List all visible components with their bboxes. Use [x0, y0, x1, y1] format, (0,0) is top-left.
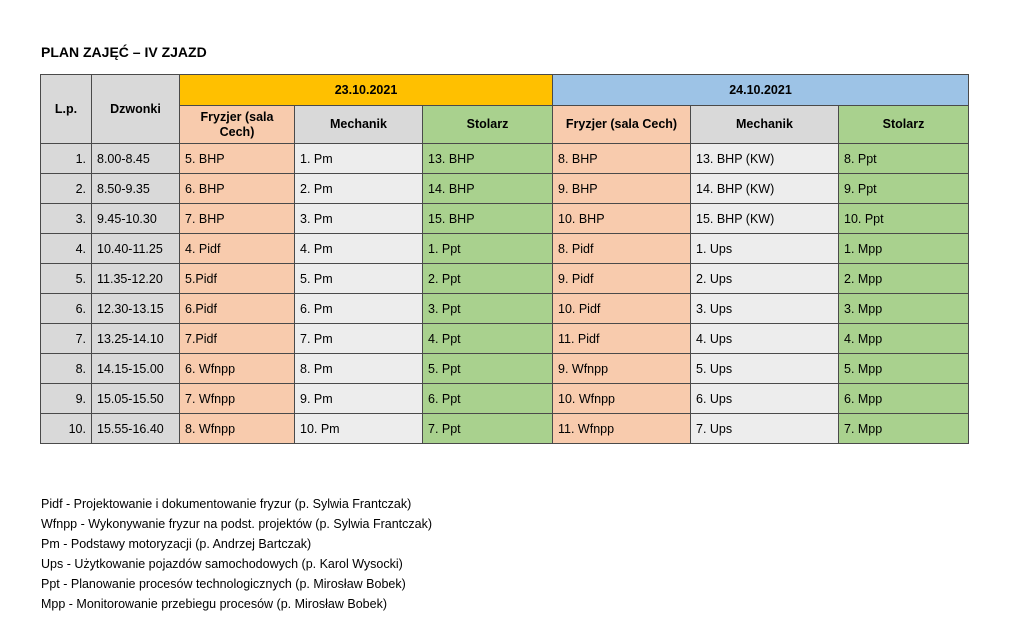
cell-day1-mechanik: 3. Pm	[295, 204, 423, 234]
cell-day2-mechanik: 15. BHP (KW)	[691, 204, 839, 234]
cell-time: 8.50-9.35	[92, 174, 180, 204]
cell-lp: 4.	[41, 234, 92, 264]
table-row	[41, 324, 969, 354]
cell-day2-fryzjer: 10. Wfnpp	[553, 384, 691, 414]
cell-day1-stolarz: 7. Ppt	[423, 414, 553, 444]
cell-time: 15.05-15.50	[92, 384, 180, 414]
cell-day2-mechanik: 4. Ups	[691, 324, 839, 354]
cell-day1-mechanik: 1. Pm	[295, 144, 423, 174]
cell-day2-stolarz: 2. Mpp	[839, 264, 969, 294]
cell-day2-mechanik: 7. Ups	[691, 414, 839, 444]
cell-day2-fryzjer: 8. BHP	[553, 144, 691, 174]
header-dzwonki: Dzwonki	[92, 75, 180, 144]
cell-day1-mechanik: 5. Pm	[295, 264, 423, 294]
table-row	[41, 174, 969, 204]
cell-day2-stolarz: 7. Mpp	[839, 414, 969, 444]
header-group-stolarz-1: Stolarz	[423, 106, 553, 144]
table-row	[41, 354, 969, 384]
cell-time: 12.30-13.15	[92, 294, 180, 324]
cell-day2-mechanik: 5. Ups	[691, 354, 839, 384]
cell-day1-fryzjer: 6. BHP	[180, 174, 295, 204]
cell-day1-stolarz: 15. BHP	[423, 204, 553, 234]
table-row	[41, 234, 969, 264]
header-group-mechanik-1: Mechanik	[295, 106, 423, 144]
cell-day2-fryzjer: 9. Wfnpp	[553, 354, 691, 384]
cell-time: 9.45-10.30	[92, 204, 180, 234]
table-row	[41, 264, 969, 294]
cell-lp: 5.	[41, 264, 92, 294]
cell-day2-fryzjer: 9. BHP	[553, 174, 691, 204]
header-date-1: 23.10.2021	[180, 75, 553, 106]
cell-lp: 10.	[41, 414, 92, 444]
cell-day1-fryzjer: 7. BHP	[180, 204, 295, 234]
header-group-fryzjer-1: Fryzjer (sala Cech)	[180, 106, 295, 144]
cell-lp: 9.	[41, 384, 92, 414]
cell-time: 13.25-14.10	[92, 324, 180, 354]
table-row	[41, 294, 969, 324]
legend-item: Pm - Podstawy motoryzacji (p. Andrzej Bartczak)	[41, 537, 312, 551]
cell-day1-fryzjer: 7. Wfnpp	[180, 384, 295, 414]
cell-day1-stolarz: 14. BHP	[423, 174, 553, 204]
cell-day2-mechanik: 14. BHP (KW)	[691, 174, 839, 204]
cell-day1-fryzjer: 5.Pidf	[180, 264, 295, 294]
cell-day2-stolarz: 9. Ppt	[839, 174, 969, 204]
table-row	[41, 414, 969, 444]
cell-lp: 7.	[41, 324, 92, 354]
cell-day2-stolarz: 5. Mpp	[839, 354, 969, 384]
legend-item: Ups - Użytkowanie pojazdów samochodowych (p. Karol Wysocki)	[41, 557, 403, 571]
header-group-mechanik-2: Mechanik	[691, 106, 839, 144]
page-title: PLAN ZAJĘĆ – IV ZJAZD	[41, 44, 207, 60]
header-date-2: 24.10.2021	[553, 75, 969, 106]
cell-lp: 6.	[41, 294, 92, 324]
cell-day2-stolarz: 10. Ppt	[839, 204, 969, 234]
cell-day1-stolarz: 5. Ppt	[423, 354, 553, 384]
cell-lp: 2.	[41, 174, 92, 204]
legend-item: Ppt - Planowanie procesów technologicznych (p. Mirosław Bobek)	[41, 577, 406, 591]
cell-day2-fryzjer: 9. Pidf	[553, 264, 691, 294]
cell-day1-stolarz: 1. Ppt	[423, 234, 553, 264]
cell-day1-mechanik: 7. Pm	[295, 324, 423, 354]
cell-day2-mechanik: 13. BHP (KW)	[691, 144, 839, 174]
legend	[41, 494, 432, 614]
cell-time: 10.40-11.25	[92, 234, 180, 264]
table-row	[41, 384, 969, 414]
cell-day1-stolarz: 6. Ppt	[423, 384, 553, 414]
cell-day1-mechanik: 10. Pm	[295, 414, 423, 444]
legend-item: Wfnpp - Wykonywanie fryzur na podst. projektów (p. Sylwia Frantczak)	[41, 517, 432, 531]
cell-day1-stolarz: 13. BHP	[423, 144, 553, 174]
cell-day1-mechanik: 4. Pm	[295, 234, 423, 264]
cell-day1-mechanik: 2. Pm	[295, 174, 423, 204]
cell-day2-fryzjer: 10. Pidf	[553, 294, 691, 324]
cell-day2-fryzjer: 8. Pidf	[553, 234, 691, 264]
header-group-stolarz-2: Stolarz	[839, 106, 969, 144]
header-lp: L.p.	[41, 75, 92, 144]
cell-day1-stolarz: 2. Ppt	[423, 264, 553, 294]
cell-day1-fryzjer: 5. BHP	[180, 144, 295, 174]
cell-day1-stolarz: 3. Ppt	[423, 294, 553, 324]
cell-day1-mechanik: 9. Pm	[295, 384, 423, 414]
table-row	[41, 204, 969, 234]
cell-day2-mechanik: 2. Ups	[691, 264, 839, 294]
cell-day1-fryzjer: 8. Wfnpp	[180, 414, 295, 444]
cell-time: 14.15-15.00	[92, 354, 180, 384]
cell-day1-mechanik: 6. Pm	[295, 294, 423, 324]
cell-time: 15.55-16.40	[92, 414, 180, 444]
cell-day1-stolarz: 4. Ppt	[423, 324, 553, 354]
cell-lp: 3.	[41, 204, 92, 234]
cell-day2-mechanik: 6. Ups	[691, 384, 839, 414]
table-row	[41, 144, 969, 174]
cell-day2-stolarz: 4. Mpp	[839, 324, 969, 354]
cell-day2-fryzjer: 11. Wfnpp	[553, 414, 691, 444]
cell-day2-stolarz: 1. Mpp	[839, 234, 969, 264]
cell-time: 11.35-12.20	[92, 264, 180, 294]
cell-day2-stolarz: 3. Mpp	[839, 294, 969, 324]
legend-item: Mpp - Monitorowanie przebiegu procesów (p. Mirosław Bobek)	[41, 597, 387, 611]
legend-item: Pidf - Projektowanie i dokumentowanie fryzur (p. Sylwia Frantczak)	[41, 497, 412, 511]
cell-day1-mechanik: 8. Pm	[295, 354, 423, 384]
cell-day1-fryzjer: 4. Pidf	[180, 234, 295, 264]
schedule-table	[40, 74, 969, 444]
cell-day2-mechanik: 3. Ups	[691, 294, 839, 324]
cell-day1-fryzjer: 6. Wfnpp	[180, 354, 295, 384]
cell-day2-fryzjer: 10. BHP	[553, 204, 691, 234]
header-group-fryzjer-2: Fryzjer (sala Cech)	[553, 106, 691, 144]
cell-day2-mechanik: 1. Ups	[691, 234, 839, 264]
cell-day1-fryzjer: 6.Pidf	[180, 294, 295, 324]
cell-time: 8.00-8.45	[92, 144, 180, 174]
cell-lp: 8.	[41, 354, 92, 384]
cell-day1-fryzjer: 7.Pidf	[180, 324, 295, 354]
cell-day2-fryzjer: 11. Pidf	[553, 324, 691, 354]
cell-lp: 1.	[41, 144, 92, 174]
cell-day2-stolarz: 8. Ppt	[839, 144, 969, 174]
cell-day2-stolarz: 6. Mpp	[839, 384, 969, 414]
